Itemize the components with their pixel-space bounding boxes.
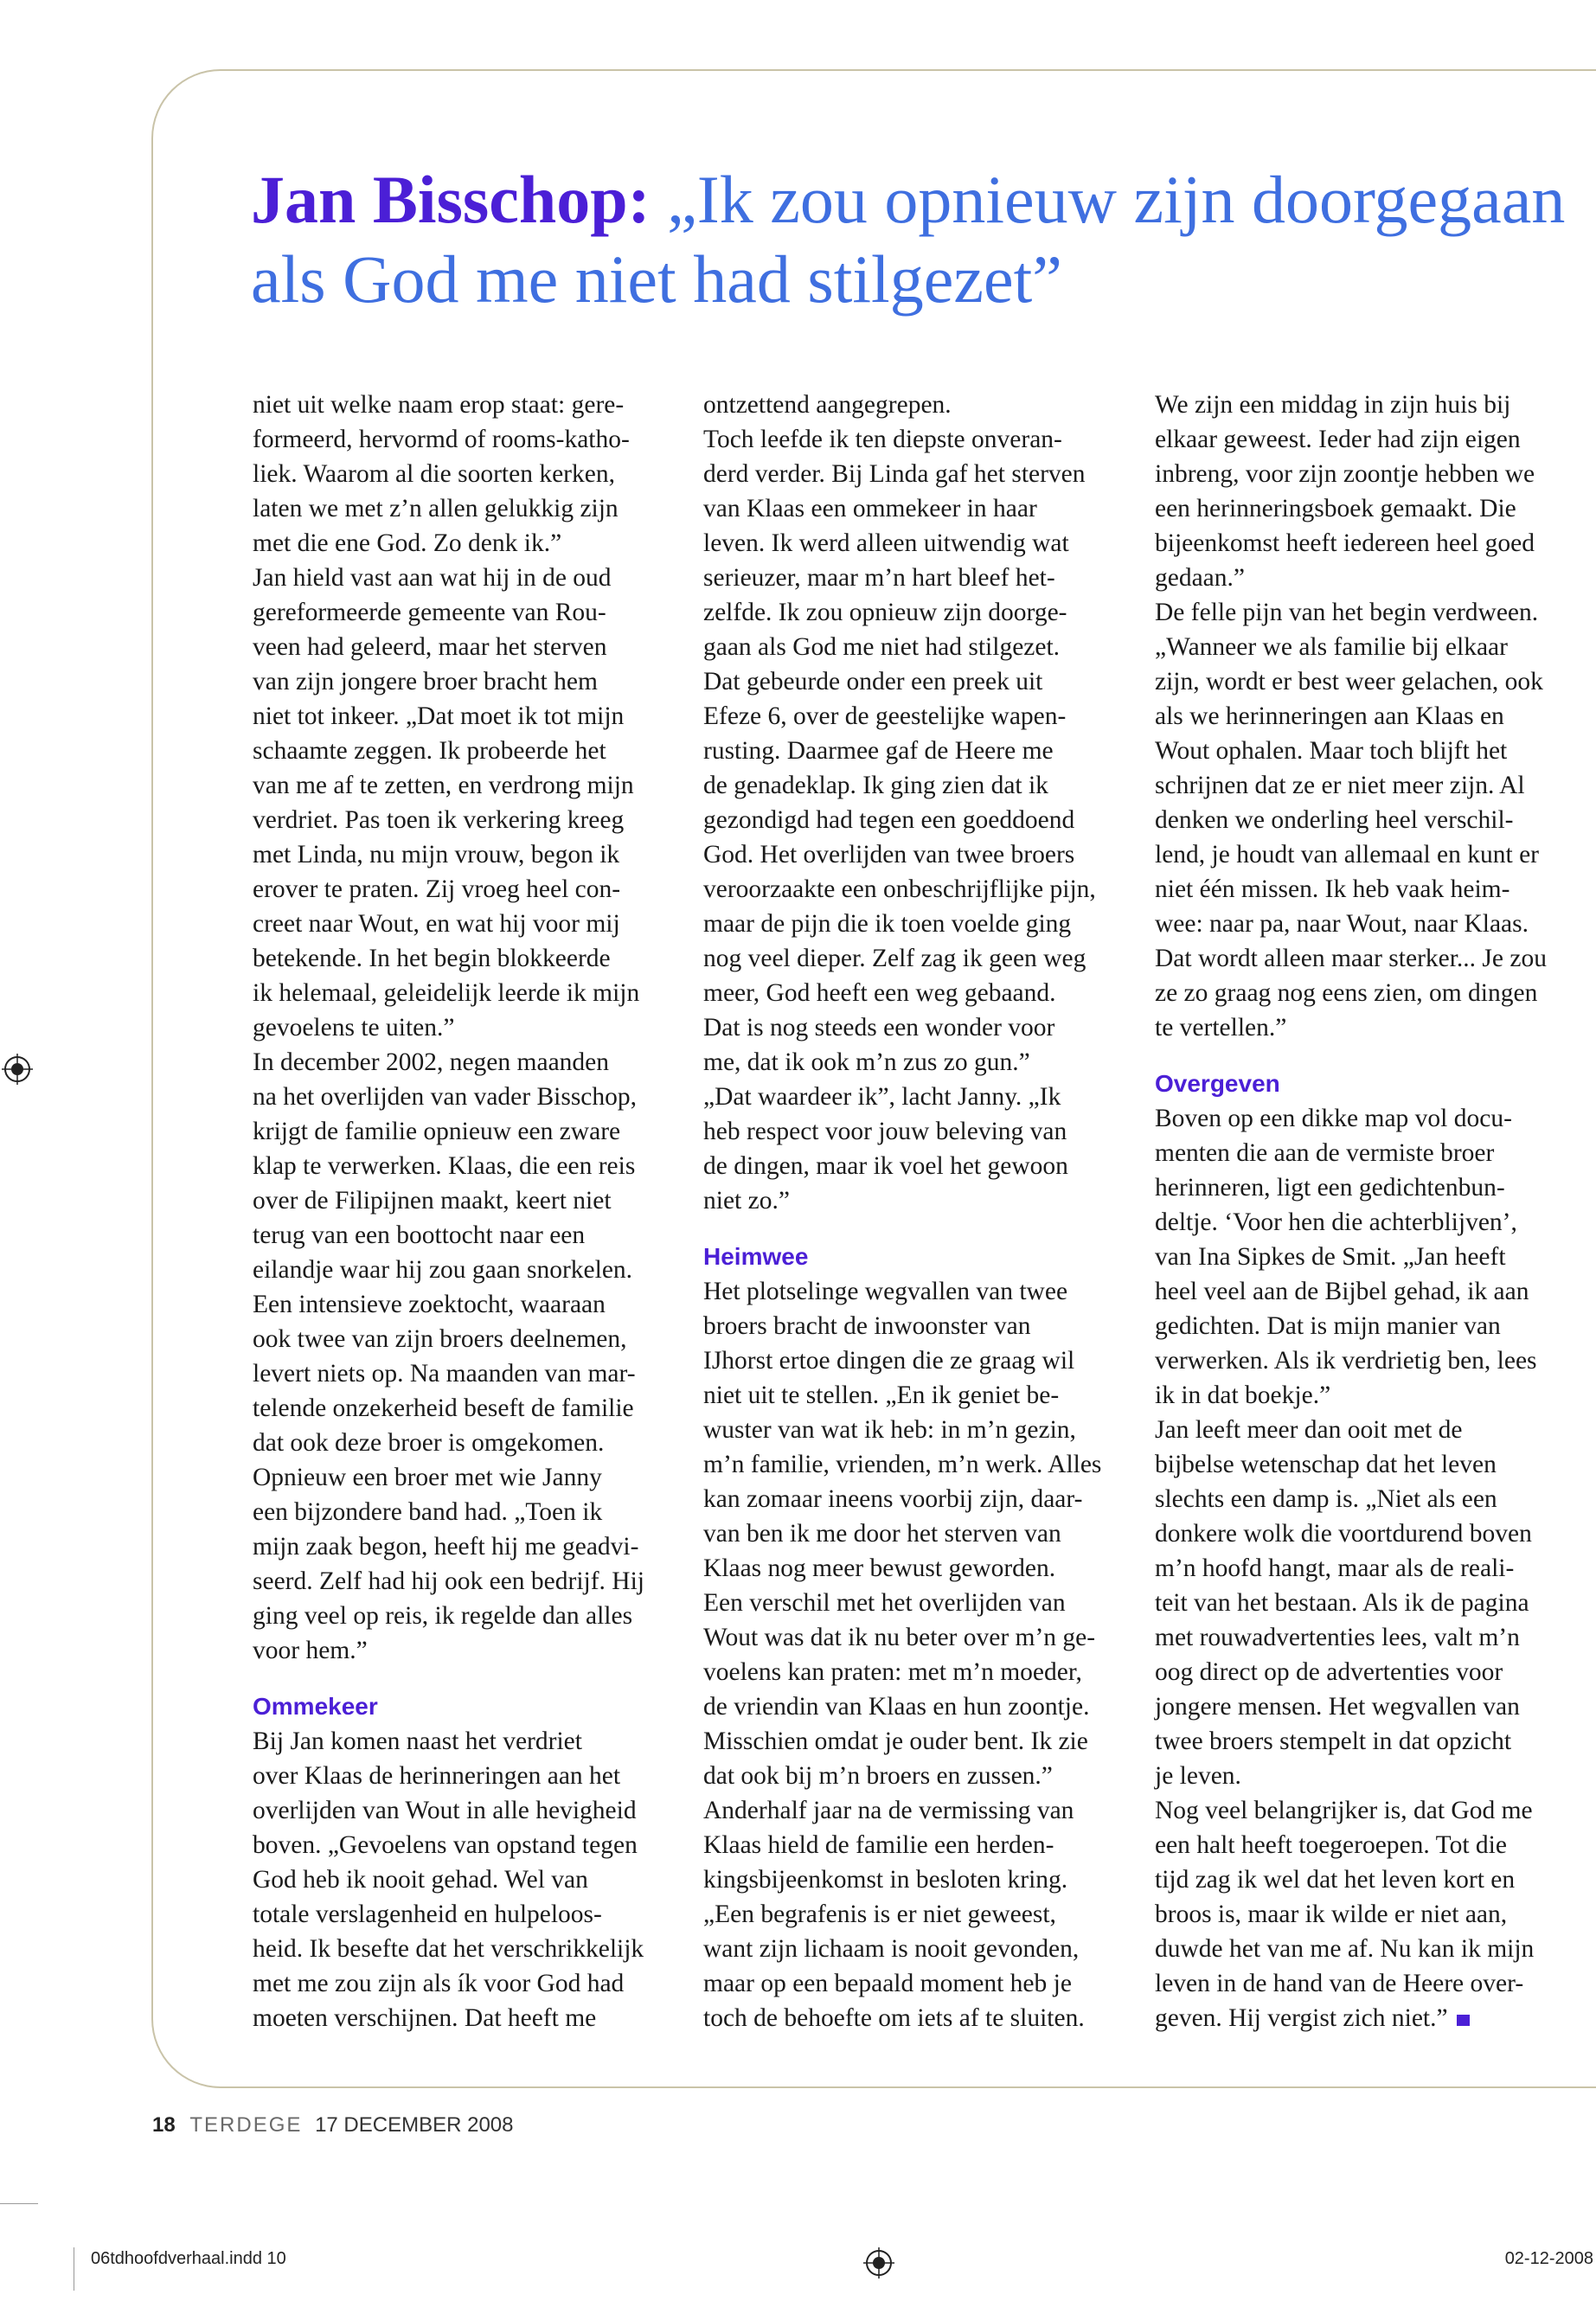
paragraph: Jan leeft meer dan ooit met de bijbelse wetenschap dat het leven slechts een damp is. „Niet als een donkere wolk die voortdurend boven m’n hoofd hangt, maar als de reali- teit van het bestaan. Als ik de pagina met rouwadvertenties lees, valt m’n oog direct op de advertenties voor jongere mensen. Het wegvallen van twee broers stempelt in dat opzicht je leven.: [1155, 1416, 1532, 1790]
paragraph-text: Nog veel belangrijker is, dat God me een halt heeft toegeroepen. Tot die tijd zag ik wel dat het leven kort en broos is, maar ik wilde er niet aan, duwde het van me af. Nu kan ik mijn leven in de hand van de Heere over- geven. Hij vergist zich niet.”: [1155, 1797, 1535, 2032]
headline-name: Jan Bisschop:: [251, 162, 651, 237]
page-number: 18: [152, 2113, 176, 2137]
slug-filename: 06tdhoofdverhaal.indd 10: [91, 2249, 286, 2268]
issue-date: 17 DECEMBER 2008: [315, 2113, 514, 2137]
paragraph: Toch leefde ik ten diepste onveran- derd verder. Bij Linda gaf het sterven van Klaas een ommekeer in haar leven. Ik werd alleen uitwendig wat serieuzer, maar m’n hart bleef het- zelfde. Ik zou opnieuw zijn doorge- gaan als God me niet had stilgezet. Dat gebeurde onder een preek uit Efeze 6, over de geestelijke wapen- rusting. Daarmee gaf de Heere me de genadeklap. Ik ging zien dat ik gezondigd had tegen een goeddoend God. Het overlijden van twee broers veroorzaakte een onbeschrijflijke pijn, maar de pijn die ik toen voelde ging nog veel dieper. Zelf zag ik geen weg meer, God heeft een weg gebaand. Dat is nog steeds een wonder voor me, dat ik ook m’n zus zo gun.”: [703, 426, 1096, 1076]
crop-mark: [0, 2203, 38, 2204]
paragraph: niet uit welke naam erop staat: gere- formeerd, hervormd of rooms-katho- liek. Waarom al die soorten kerken, laten we met z’n allen gelukkig zijn met die ene God. Zo denk ik.”: [253, 391, 630, 557]
column-2: [703, 388, 1140, 2035]
paragraph: Bij Jan komen naast het verdriet over Klaas de herinneringen aan het overlijden van Wout in alle hevigheid boven. „Gevoelens van opstand tegen God heb ik nooit gehad. Wel van totale verslagenheid en hulpeloos- heid. Ik besefte dat het verschrikkelijk met me zou zijn als ík voor God had moeten verschijnen. Dat heeft me: [253, 1727, 644, 2032]
column-1: [253, 388, 689, 2035]
registration-mark-icon: [863, 2247, 894, 2279]
paragraph-last: [1155, 1793, 1592, 2035]
paragraph: ontzettend aangegrepen.: [703, 391, 952, 419]
paragraph: Boven op een dikke map vol docu- menten die aan de vermiste broer herinneren, ligt een gedichtenbun- deltje. ‘Voor hen die achterblijven’, van Ina Sipkes de Smit. „Jan heeft heel veel aan de Bijbel gehad, ik aan gedichten. Dat is mijn manier van verwerken. Als ik verdrietig ben, lees ik in dat boekje.”: [1155, 1105, 1537, 1409]
column-3: [1155, 388, 1592, 2035]
end-of-article-square-icon: [1457, 2015, 1470, 2026]
paragraph: Het plotselinge wegvallen van twee broers bracht de inwoonster van IJhorst ertoe dingen die ze graag wil niet uit te stellen. „En ik geniet be- wuster van wat ik heb: in m’n gezin, m’n familie, vrienden, m’n werk. Alles kan zomaar ineens voorbij zijn, daar- van ben ik me door het sterven van Klaas nog meer bewust geworden. Een verschil met het overlijden van Wout was dat ik nu beter over m’n ge- voelens kan praten: met m’n moeder, de vriendin van Klaas en hun zoontje. Misschien omdat je ouder bent. Ik zie dat ook bij m’n broers en zussen.”: [703, 1278, 1102, 1790]
registration-mark-icon: [2, 1054, 33, 1085]
headline-quote: „Ik zou opnieuw zijn doorgegaan als God me niet had stilgezet”: [251, 162, 1566, 317]
page-footer: [152, 2113, 514, 2138]
paragraph: De felle pijn van het begin verdween. „Wanneer we als familie bij elkaar zijn, wordt er best weer gelachen, ook als we herinneringen aan Klaas en Wout ophalen. Maar toch blijft het schrijnen dat ze er niet meer zijn. Al denken we onderling heel verschil- lend, je houdt van allemaal en kunt er niet één missen. Ik heb vaak heim- wee: naar pa, naar Wout, naar Klaas. Dat wordt alleen maar sterker... Je zou ze zo graag nog eens zien, om dingen te vertellen.”: [1155, 599, 1547, 1042]
paragraph: „Dat waardeer ik”, lacht Janny. „Ik heb respect voor jouw beleving van de dingen, maar ik voel het gewoon niet zo.”: [703, 1083, 1068, 1215]
slug-date: 02-12-2008: [1504, 2249, 1593, 2268]
paragraph: In december 2002, negen maanden na het overlijden van vader Bisschop, krijgt de familie opnieuw een zware klap te verwerken. Klaas, die een reis over de Filipijnen maakt, keert niet terug van een boottocht naar een eilandje waar hij zou gaan snorkelen. Een intensieve zoektocht, waaraan ook twee van zijn broers deelnemen, levert niets op. Na maanden van mar- telende onzekerheid beseft de familie dat ook deze broer is omgekomen. Opnieuw een broer met wie Janny een bijzondere band had. „Toen ik mijn zaak begon, heeft hij me geadvi- seerd. Zelf had hij ook een bedrijf. Hij ging veel op reis, ik regelde dan alles voor hem.”: [253, 1048, 645, 1664]
paragraph: Anderhalf jaar na de vermissing van Klaas hield de familie een herden- kingsbijeenkomst in besloten kring. „Een begrafenis is er niet geweest, want zijn lichaam is nooit gevonden, maar op een bepaald moment heb je toch de behoefte om iets af te sluiten.: [703, 1797, 1085, 2032]
section-heading-heimwee: Heimwee: [703, 1243, 809, 1270]
paragraph: We zijn een middag in zijn huis bij elkaar geweest. Ieder had zijn eigen inbreng, voor zijn zoontje hebben we een herinneringsboek gemaakt. Die bijeenkomst heeft iedereen heel goed gedaan.”: [1155, 391, 1535, 592]
section-heading-overgeven: Overgeven: [1155, 1070, 1280, 1097]
paragraph: Jan hield vast aan wat hij in de oud gereformeerde gemeente van Rou- veen had geleerd, maar het sterven van zijn jongere broer bracht hem niet tot inkeer. „Dat moet ik tot mijn schaamte zeggen. Ik probeerde het van me af te zetten, en verdrong mijn verdriet. Pas toen ik verkering kreeg met Linda, nu mijn vrouw, begon ik erover te praten. Zij vroeg heel con- creet naar Wout, en wat hij voor mij betekende. In het begin blokkeerde ik helemaal, geleidelijk leerde ik mijn gevoelens te uiten.”: [253, 564, 640, 1042]
section-heading-ommekeer: Ommekeer: [253, 1693, 378, 1720]
headline: [251, 160, 1566, 319]
magazine-name: TERDEGE: [189, 2113, 303, 2137]
